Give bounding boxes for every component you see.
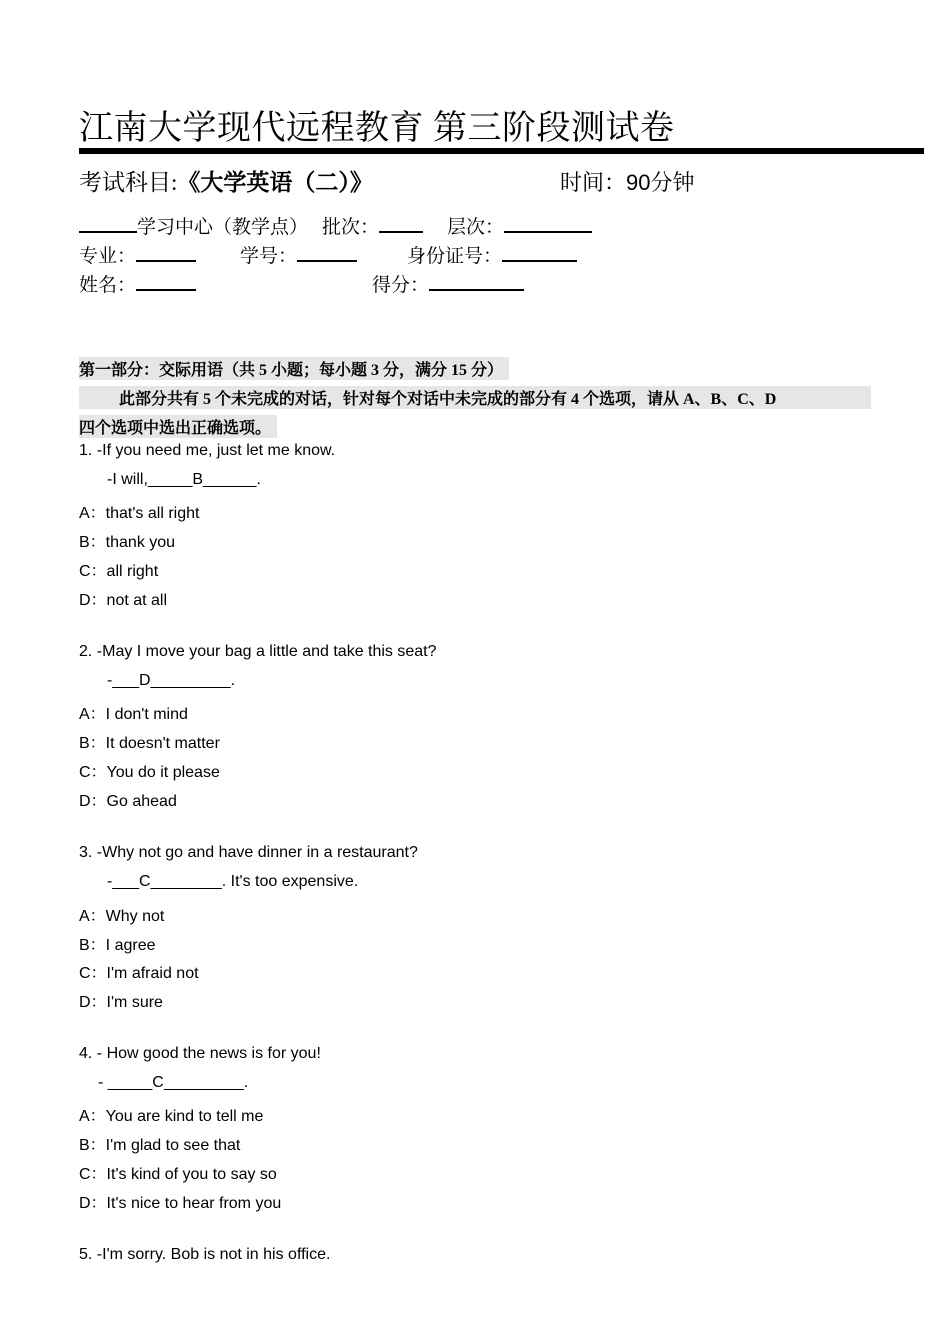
level-blank[interactable] — [504, 213, 592, 233]
question-4-answer: - _____C_________. — [98, 1074, 249, 1091]
time-unit: 分钟 — [650, 170, 695, 195]
question-2-option-a: A：I don't mind — [79, 706, 188, 723]
time-row — [560, 166, 695, 197]
subject-row — [79, 164, 373, 197]
score-label: 得分： — [372, 275, 430, 296]
question-4-option-a: A：You are kind to tell me — [79, 1108, 264, 1125]
student-id-label: 学号： — [240, 246, 298, 267]
score-blank[interactable] — [429, 271, 524, 291]
level-label: 层次： — [447, 217, 505, 238]
question-3-answer: -___C________. It's too expensive. — [107, 873, 359, 890]
question-2-option-b: B：It doesn't matter — [79, 735, 220, 752]
question-4-option-b: B：I'm glad to see that — [79, 1137, 241, 1154]
question-5-prompt: 5. -I'm sorry. Bob is not in his office. — [79, 1246, 331, 1263]
section-instruction-1: 此部分共有 5 个未完成的对话，针对每个对话中未完成的部分有 4 个选项，请从 A、B、C、D — [79, 386, 871, 409]
question-1-answer: -I will,_____B______. — [107, 471, 261, 488]
question-3-option-a: A：Why not — [79, 908, 165, 925]
id-card-blank[interactable] — [502, 242, 577, 262]
question-2-option-d: D：Go ahead — [79, 793, 177, 810]
section-instruction-2: 四个选项中选出正确选项。 — [79, 415, 277, 438]
question-1-prompt: 1. -If you need me, just let me know. — [79, 442, 336, 459]
exam-title: 江南大学现代远程教育 第三阶段测试卷 — [79, 110, 675, 147]
info-score — [372, 270, 524, 297]
title-divider — [79, 148, 924, 154]
question-4-option-c: C：It's kind of you to say so — [79, 1166, 277, 1183]
batch-blank[interactable] — [379, 213, 423, 233]
time-value: 90 — [626, 170, 651, 195]
question-4-prompt: 4. - How good the news is for you! — [79, 1045, 321, 1062]
center-label: 学习中心（教学点） — [137, 217, 309, 238]
question-2-option-c: C：You do it please — [79, 764, 220, 781]
question-2-prompt: 2. -May I move your bag a little and take this seat? — [79, 643, 437, 660]
question-2-answer: -___D_________. — [107, 672, 236, 689]
info-row-3 — [79, 270, 196, 297]
question-3-prompt: 3. -Why not go and have dinner in a restaurant? — [79, 844, 418, 861]
info-row-2 — [79, 241, 196, 268]
student-id-blank[interactable] — [297, 242, 357, 262]
question-4-option-d: D：It's nice to hear from you — [79, 1195, 282, 1212]
major-label: 专业： — [79, 246, 137, 267]
major-blank[interactable] — [136, 242, 196, 262]
question-3-option-d: D：I'm sure — [79, 994, 163, 1011]
info-student-id — [240, 241, 357, 268]
question-3-option-c: C：I'm afraid not — [79, 965, 199, 982]
batch-label: 批次： — [322, 217, 380, 238]
subject-name: 《大学英语（二）》 — [177, 170, 373, 195]
time-label: 时间： — [560, 170, 627, 195]
question-1-option-c: C：all right — [79, 563, 159, 580]
id-card-label: 身份证号： — [407, 246, 503, 267]
subject-label: 考试科目: — [79, 170, 178, 195]
info-row-1 — [79, 212, 592, 239]
question-1-option-d: D：not at all — [79, 592, 168, 609]
question-3-option-b: B：I agree — [79, 937, 156, 954]
info-id-card — [407, 241, 577, 268]
center-blank[interactable] — [79, 213, 137, 233]
question-1-option-b: B：thank you — [79, 534, 176, 551]
question-1-option-a: A：that's all right — [79, 505, 200, 522]
name-label: 姓名： — [79, 275, 137, 296]
section-heading: 第一部分：交际用语（共 5 小题；每小题 3 分，满分 15 分） — [79, 357, 509, 380]
name-blank[interactable] — [136, 271, 196, 291]
